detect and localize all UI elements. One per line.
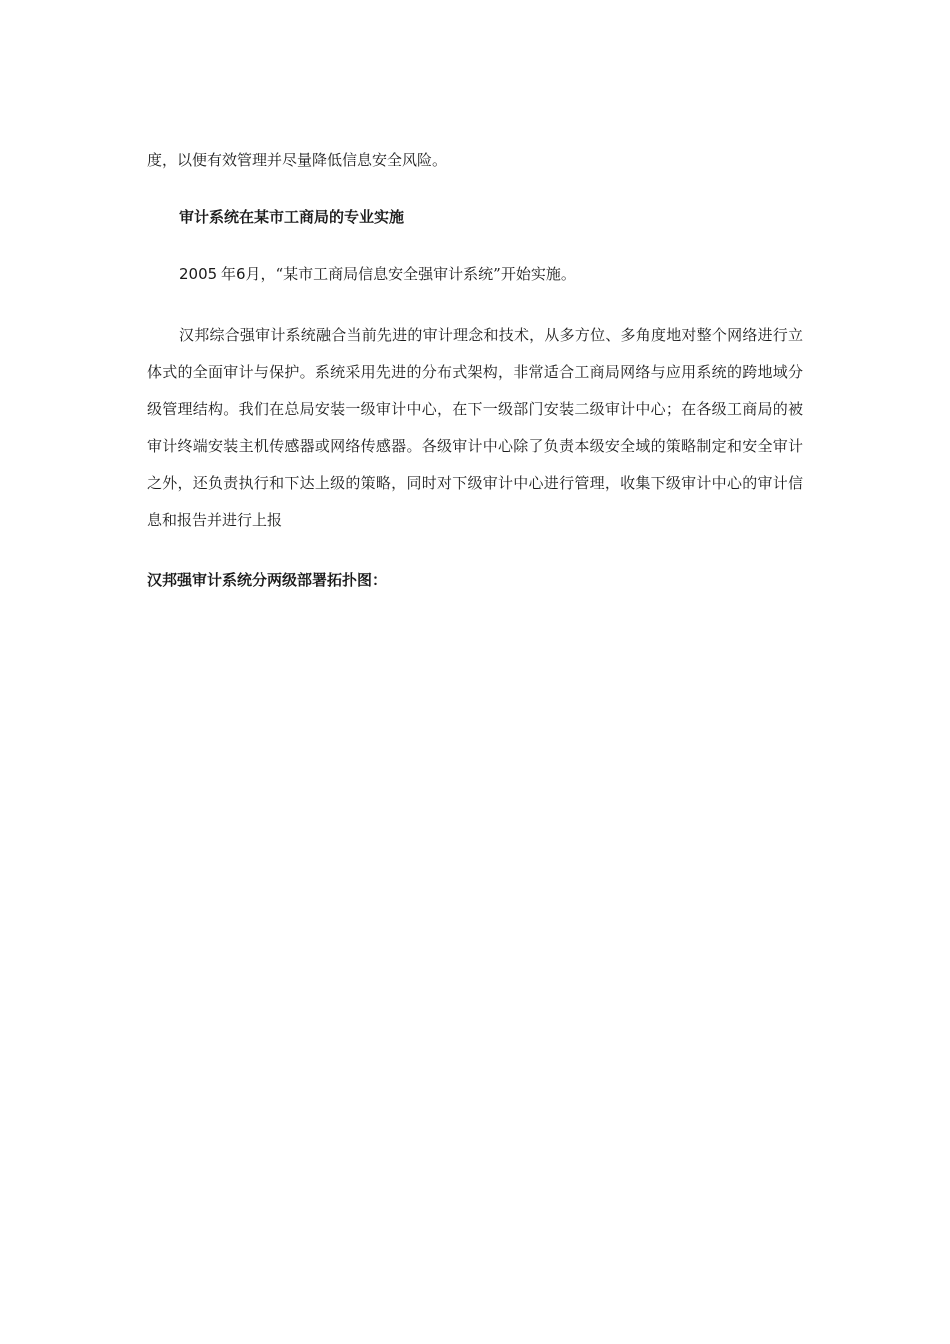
date-month: 6 bbox=[235, 265, 246, 283]
date-year-suffix: 年 bbox=[220, 265, 236, 283]
continuation-paragraph: 度，以便有效管理并尽量降低信息安全风险。 bbox=[147, 151, 448, 169]
topology-figure-area bbox=[147, 620, 803, 1180]
date-year: 2005 bbox=[179, 265, 218, 283]
topology-heading: 汉邦强审计系统分两级部署拓扑图： bbox=[147, 571, 388, 589]
date-paragraph bbox=[147, 256, 803, 293]
body-paragraph: 汉邦综合强审计系统融合当前先进的审计理念和技术，从多方位、多角度地对整个网络进行立体式的全面审计与保护。系统采用先进的分布式架构，非常适合工商局网络与应用系统的跨地域分级管理结构。我们在总局安装一级审计中心，在下一级部门安装二级审计中心；在各级工商局的被审计终端安装主机传感器或网络传感器。各级审计中心除了负责本级安全域的策略制定和安全审计之外，还负责执行和下达上级的策略，同时对下级审计中心进行管理，收集下级审计中心的审计信息和报告并进行上报 bbox=[147, 326, 803, 529]
section-heading: 审计系统在某市工商局的专业实施 bbox=[179, 208, 405, 226]
date-rest: 月，“某市工商局信息安全强审计系统”开始实施。 bbox=[245, 265, 576, 283]
